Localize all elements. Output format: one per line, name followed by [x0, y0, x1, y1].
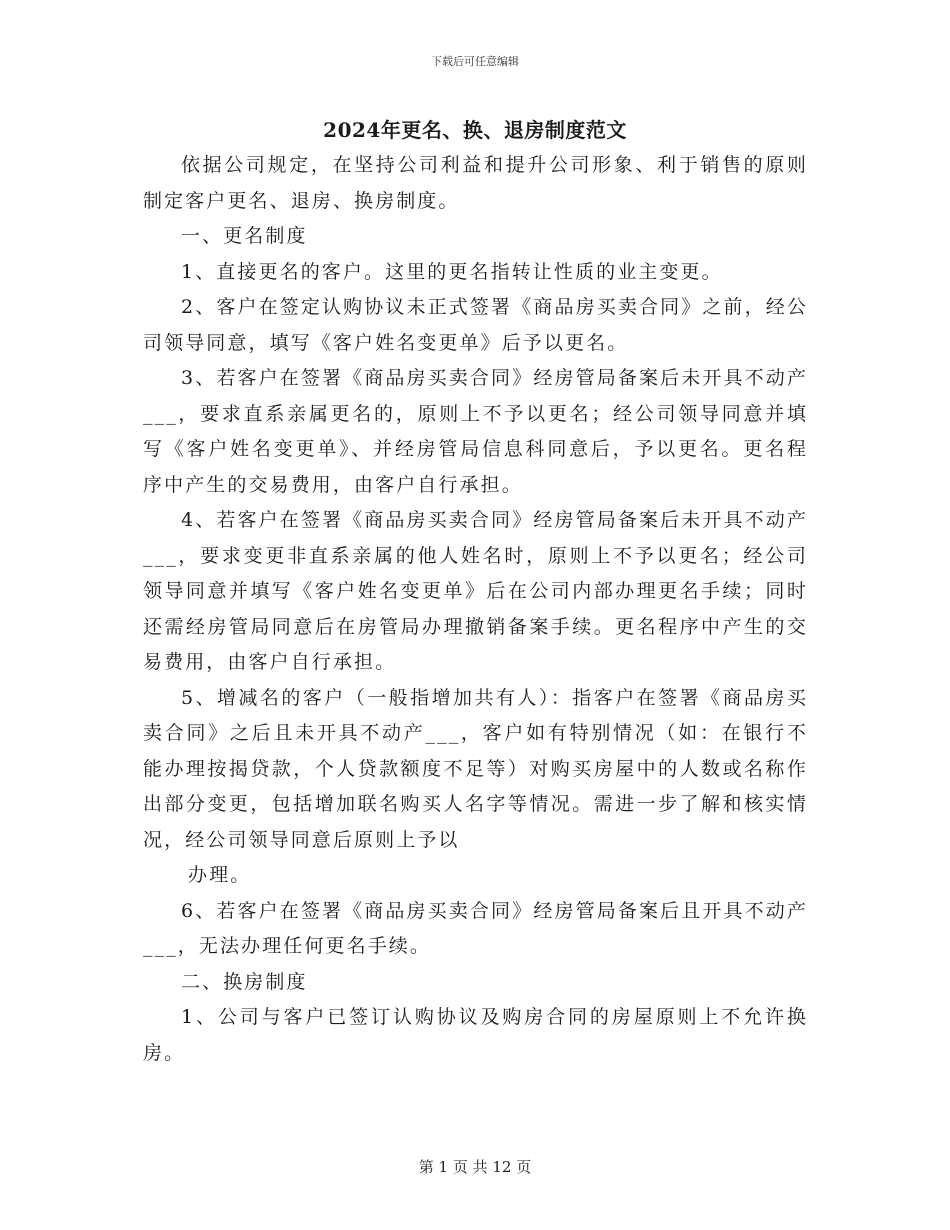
section-heading-rename: 一、更名制度 — [181, 225, 308, 247]
document-body — [143, 148, 808, 1071]
header-note: 下载后可任意编辑 — [431, 55, 519, 68]
paragraph-intro: 依据公司规定，在坚持公司利益和提升公司形象、利于销售的原则制定客户更名、退房、换房制度。 — [143, 154, 808, 212]
paragraph-rename-2: 2、客户在签定认购协议未正式签署《商品房买卖合同》之前，经公司领导同意，填写《客户姓名变更单》后予以更名。 — [143, 296, 808, 354]
paragraph-rename-4: 4、若客户在签署《商品房买卖合同》经房管局备案后未开具不动产___，要求变更非直系亲属的他人姓名时，原则上不予以更名；经公司领导同意并填写《客户姓名变更单》后在公司内部办理更名手续；同时还需经房管局同意后在房管局办理撤销备案手续。更名程序中产生的交易费用，由客户自行承担。 — [143, 509, 808, 673]
paragraph-rename-6: 6、若客户在签署《商品房买卖合同》经房管局备案后且开具不动产___，无法办理任何更名手续。 — [143, 899, 808, 957]
paragraph-rename-5: 5、增减名的客户（一般指增加共有人）：指客户在签署《商品房买卖合同》之后且未开具不动产___，客户如有特别情况（如：在银行不能办理按揭贷款，个人贷款额度不足等）对购买房屋中的人数或名称作出部分变更，包括增加联名购买人名字等情况。需进一步了解和核实情况，经公司领导同意后原则上予以 — [143, 686, 808, 851]
paragraph-rename-1: 1、直接更名的客户。这里的更名指转让性质的业主变更。 — [181, 260, 723, 283]
paragraph-exchange-1: 1、公司与客户已签订认购协议及购房合同的房屋原则上不允许换房。 — [143, 1006, 808, 1064]
paragraph-rename-3: 3、若客户在签署《商品房买卖合同》经房管局备案后未开具不动产___，要求直系亲属更名的，原则上不予以更名；经公司领导同意并填写《客户姓名变更单》、并经房管局信息科同意后，予以更名。更名程序中产生的交易费用，由客户自行承担。 — [143, 367, 808, 496]
section-heading-exchange: 二、换房制度 — [181, 970, 308, 993]
page-number-footer: 第 1 页 共 12 页 — [418, 1158, 532, 1176]
paragraph-rename-5-cont: 办理。 — [188, 864, 252, 886]
document-title: 2024年更名、换、退房制度范文 — [323, 118, 627, 142]
